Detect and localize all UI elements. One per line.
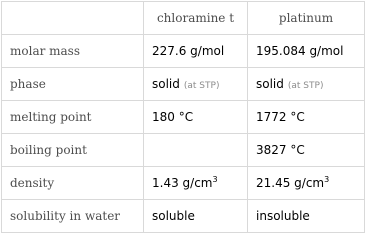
column-header-platinum: platinum [248, 2, 365, 35]
value-text: solid [152, 77, 180, 91]
condition-note: (at STP) [183, 81, 220, 91]
column-header-chloramine-t: chloramine t [144, 2, 248, 35]
condition-note: (at STP) [287, 81, 324, 91]
comparison-table [1, 1, 365, 233]
table-row [2, 35, 365, 68]
table-row [2, 200, 365, 233]
unit-exponent: 3 [324, 175, 330, 184]
value-text: solid [256, 77, 284, 91]
value-cell: soluble [144, 200, 248, 233]
value-text: 1.43 g/cm [152, 176, 213, 190]
table-row [2, 68, 365, 101]
value-cell: 180 °C [144, 101, 248, 134]
value-cell: 227.6 g/mol [144, 35, 248, 68]
row-label-boiling-point: boiling point [2, 134, 144, 167]
corner-cell [2, 2, 144, 35]
value-cell [144, 134, 248, 167]
comparison-table-container [1, 1, 365, 233]
unit-exponent: 3 [212, 175, 218, 184]
value-text: 21.45 g/cm [256, 176, 325, 190]
row-label-solubility-in-water: solubility in water [2, 200, 144, 233]
row-label-phase: phase [2, 68, 144, 101]
header-row [2, 2, 365, 35]
value-cell: insoluble [248, 200, 365, 233]
row-label-density: density [2, 167, 144, 200]
value-cell: 3827 °C [248, 134, 365, 167]
value-cell: 195.084 g/mol [248, 35, 365, 68]
value-cell [248, 167, 365, 200]
value-cell [144, 68, 248, 101]
value-cell: 1772 °C [248, 101, 365, 134]
value-cell [248, 68, 365, 101]
row-label-melting-point: melting point [2, 101, 144, 134]
table-row [2, 134, 365, 167]
table-row [2, 167, 365, 200]
row-label-molar-mass: molar mass [2, 35, 144, 68]
value-cell [144, 167, 248, 200]
table-row [2, 101, 365, 134]
